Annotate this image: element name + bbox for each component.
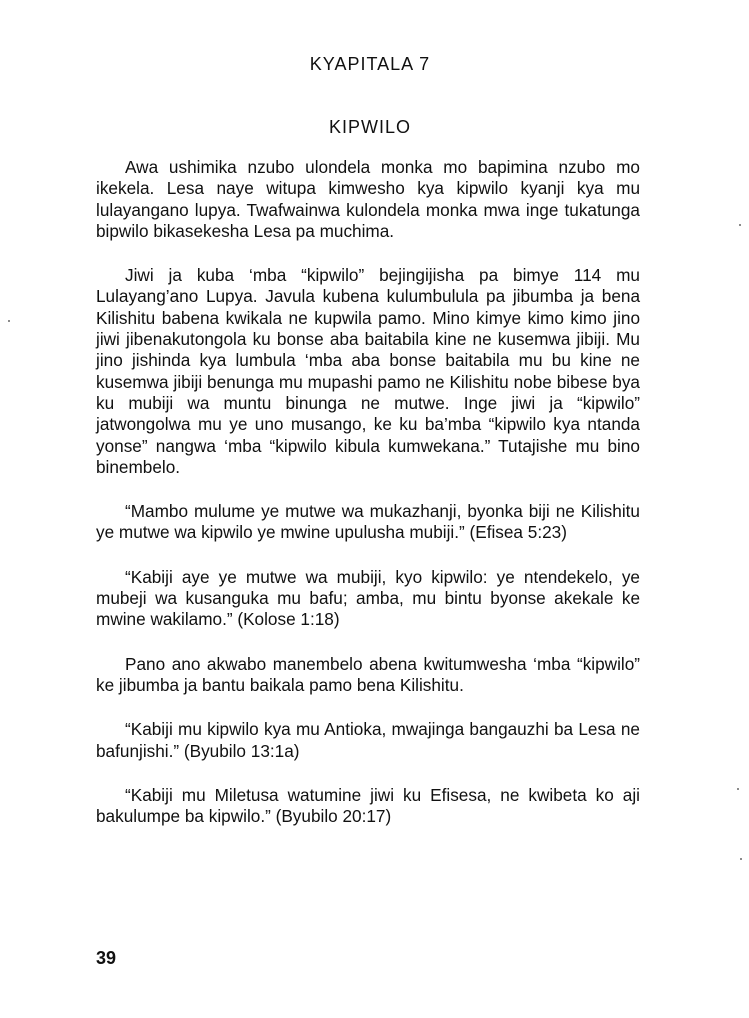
scan-speck	[737, 788, 739, 790]
scan-speck	[739, 224, 741, 226]
scan-speck	[8, 320, 10, 322]
body-text	[96, 157, 640, 850]
paragraph-local-church: Pano ano akwabo manembelo abena kwitumwesha ‘mba “kipwilo” ke jibumba ja bantu baikala pamo bena Kilishitu.	[96, 653, 640, 695]
page-number: 39	[96, 948, 117, 968]
paragraph-quote-kolose: “Kabiji aye ye mutwe wa mubiji, kyo kipwilo: ye ntendekelo, ye mubeji wa kusanguka mu bafu; amba, mu bintu byonse akekale ke mwine wakilamo.” (Kolose 1:18)	[96, 566, 640, 630]
paragraph-definition: Jiwi ja kuba ‘mba “kipwilo” bejingijisha pa bimye 114 mu Lulayang’ano Lupya. Javula kubena kulumbulula pa jibumba ja bena Kilishitu babena kwikala ne kupwila pamo. Mino kimye kimo kimo jino jiwi jibenakutongola ku bonse aba baitabila kine ne kusemwa jibiji. Mu jino jishinda kya lumbula ‘mba aba bonse baitabila mu bu kine ne kusemwa jibiji benunga mu mupashi pamo ne Kilishitu nobe bibese bya ku mubiji wa muntu binunga ne mutwe. Inge jiwi ja “kipwilo” jatwongolwa mu ye uno musango, ke ku ba’mba “kipwilo kya ntanda yonse” nangwa ‘mba “kipwilo kibula kumwekana.” Tutajishe mu bino binembelo.	[96, 265, 640, 477]
paragraph-quote-byubilo-13: “Kabiji mu kipwilo kya mu Antioka, mwajinga bangauzhi ba Lesa ne bafunjishi.” (Byubilo 13:1a)	[96, 719, 640, 761]
paragraph-quote-byubilo-20: “Kabiji mu Miletusa watumine jiwi ku Efisesa, ne kwibeta ko aji bakulumpe ba kipwilo.” (Byubilo 20:17)	[96, 784, 640, 827]
paragraph-intro: Awa ushimika nzubo ulondela monka mo bapimina nzubo mo ikekela. Lesa naye witupa kimwesho kya kipwilo kyanji kya mu lulayangano lupya. Twafwainwa kulondela monka mwa inge tukatunga bipwilo bikasekesha Lesa pa muchima.	[96, 157, 640, 241]
paragraph-quote-efisea: “Mambo mulume ye mutwe wa mukazhanji, byonka biji ne Kilishitu ye mutwe wa kipwilo ye mwine upulusha mubiji.” (Efisea 5:23)	[96, 501, 640, 543]
page-title: KIPWILO	[328, 117, 411, 137]
chapter-heading: KYAPITALA 7	[309, 54, 431, 74]
scan-speck	[740, 858, 742, 860]
